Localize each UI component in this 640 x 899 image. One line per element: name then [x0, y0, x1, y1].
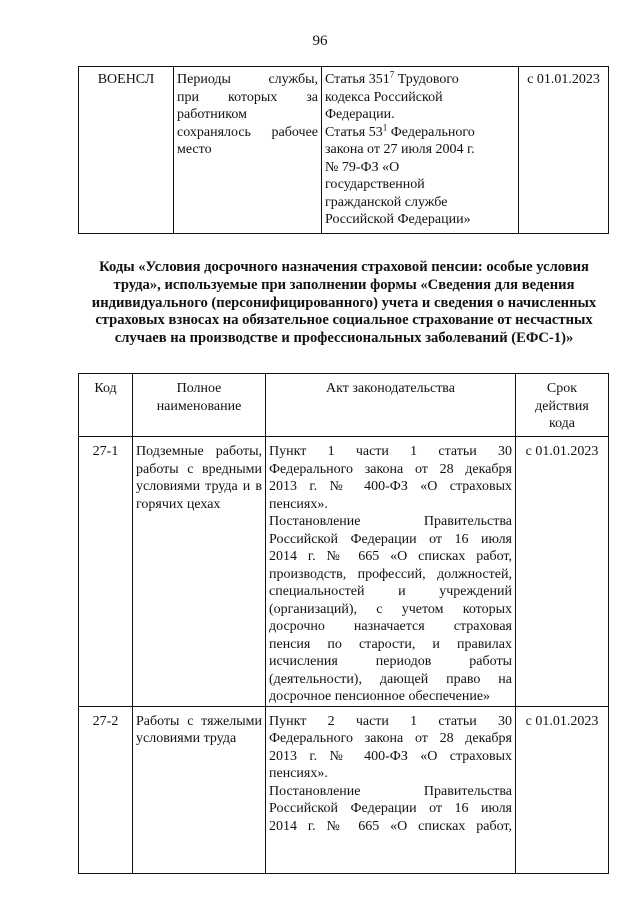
code-text: ВОЕНСЛ	[97, 72, 155, 87]
period-cell: с 01.01.2023	[516, 706, 609, 873]
act-cell	[266, 706, 516, 873]
continuation-table	[78, 66, 609, 234]
header-line: Полное	[176, 381, 222, 396]
act-line: пенсиях».	[269, 496, 328, 512]
table-row	[79, 706, 609, 873]
name-line: условиями труда	[136, 731, 237, 746]
header-line: действия	[535, 398, 589, 414]
act-line: Постановление Правительства	[269, 783, 512, 799]
name-cell	[133, 437, 266, 707]
code-cell	[79, 67, 174, 234]
name-line: при которых за	[177, 89, 318, 105]
act-line: Российской Федерации от 16 июля	[269, 531, 512, 547]
act-line: Статья $53^1$ Федерального	[325, 121, 475, 140]
act-line: Российской Федерации»	[325, 212, 471, 227]
title-line: Коды «Условия досрочного назначения страховой пенсии: особые условия	[99, 259, 589, 275]
act-line: № 79-ФЗ «О	[325, 159, 400, 175]
act-line: специальностей и учреждений	[269, 584, 512, 599]
period-cell	[519, 67, 609, 234]
act-line: (организаций), с учетом которых	[269, 601, 512, 617]
name-line: условиями труда и в	[136, 479, 262, 494]
act-line: Постановление Правительства	[269, 514, 512, 529]
section-title	[82, 259, 606, 348]
act-line: производств, профессий, должностей,	[269, 566, 512, 582]
table-row	[79, 67, 609, 234]
name-line: место	[177, 142, 212, 157]
title-line: случаев на производстве и профессиональных заболеваний (ЕФС-1)»	[114, 330, 574, 347]
name-line: Работы с тяжелыми	[136, 713, 262, 729]
period-cell: с 01.01.2023	[516, 437, 609, 707]
act-cell	[266, 437, 516, 707]
act-line: Федерального закона от 28 декабря	[269, 731, 512, 746]
act-line: (деятельности), дающей право на	[269, 671, 512, 687]
act-line: Пункт 2 части 1 статьи 30	[269, 713, 512, 729]
header-line: наименование	[156, 398, 242, 414]
name-line: работником	[177, 107, 247, 122]
header-act: Акт законодательства	[266, 374, 516, 437]
header-line: Срок	[546, 381, 578, 396]
header-line: кода	[548, 416, 576, 431]
act-line: кодекса Российской	[325, 89, 443, 105]
act-cell	[322, 67, 519, 234]
act-line: досрочно назначается страховая	[269, 619, 512, 634]
name-line: горячих цехах	[136, 496, 221, 512]
code-cell: 27-1	[79, 437, 133, 707]
act-line: 2013 г. № 400-ФЗ «О страховых	[269, 748, 512, 764]
act-line: Федерации.	[325, 107, 395, 122]
name-line: работы с вредными	[136, 461, 262, 477]
name-line: Подземные работы,	[136, 444, 262, 459]
name-line: Периоды службы,	[177, 72, 318, 87]
act-line: закона от 27 июля 2004 г.	[325, 142, 475, 157]
title-line: страховых взносах на обязательное социальное страхование от несчастных	[95, 312, 593, 329]
code-cell: 27-2	[79, 706, 133, 873]
header-period	[516, 374, 609, 437]
codes-table	[78, 373, 609, 874]
act-line: Статья $351^7$ Трудового	[325, 69, 459, 87]
title-line: труда», используемые при заполнении формы «Сведения для ведения	[113, 276, 575, 293]
act-line: 2013 г. № 400-ФЗ «О страховых	[269, 479, 512, 494]
title-line: индивидуального (персонифицированного) учета и сведения о начисленных	[91, 294, 597, 311]
act-line: пенсия по старости, и правилах	[269, 636, 512, 652]
act-line: Пункт 1 части 1 статьи 30	[269, 444, 512, 459]
act-line: исчисления периодов работы	[269, 654, 512, 669]
name-cell	[174, 67, 322, 234]
act-line: 2014 г. № 665 «О списках работ,	[269, 818, 512, 834]
act-line: досрочное пенсионное обеспечение»	[269, 689, 491, 704]
act-line: гражданской службе	[325, 194, 448, 210]
page-number: 96	[312, 33, 328, 49]
name-cell	[133, 706, 266, 873]
act-line: Российской Федерации от 16 июля	[269, 801, 512, 816]
act-line: 2014 г. № 665 «О списках работ,	[269, 549, 512, 564]
act-line: государственной	[325, 177, 425, 192]
table-row	[79, 437, 609, 707]
act-line: пенсиях».	[269, 766, 328, 781]
header-row	[79, 374, 609, 437]
name-line: сохранялось рабочее	[177, 124, 318, 140]
act-line: Федерального закона от 28 декабря	[269, 461, 512, 477]
period-text: с 01.01.2023	[527, 72, 600, 87]
header-name	[133, 374, 266, 437]
header-code: Код	[79, 374, 133, 437]
